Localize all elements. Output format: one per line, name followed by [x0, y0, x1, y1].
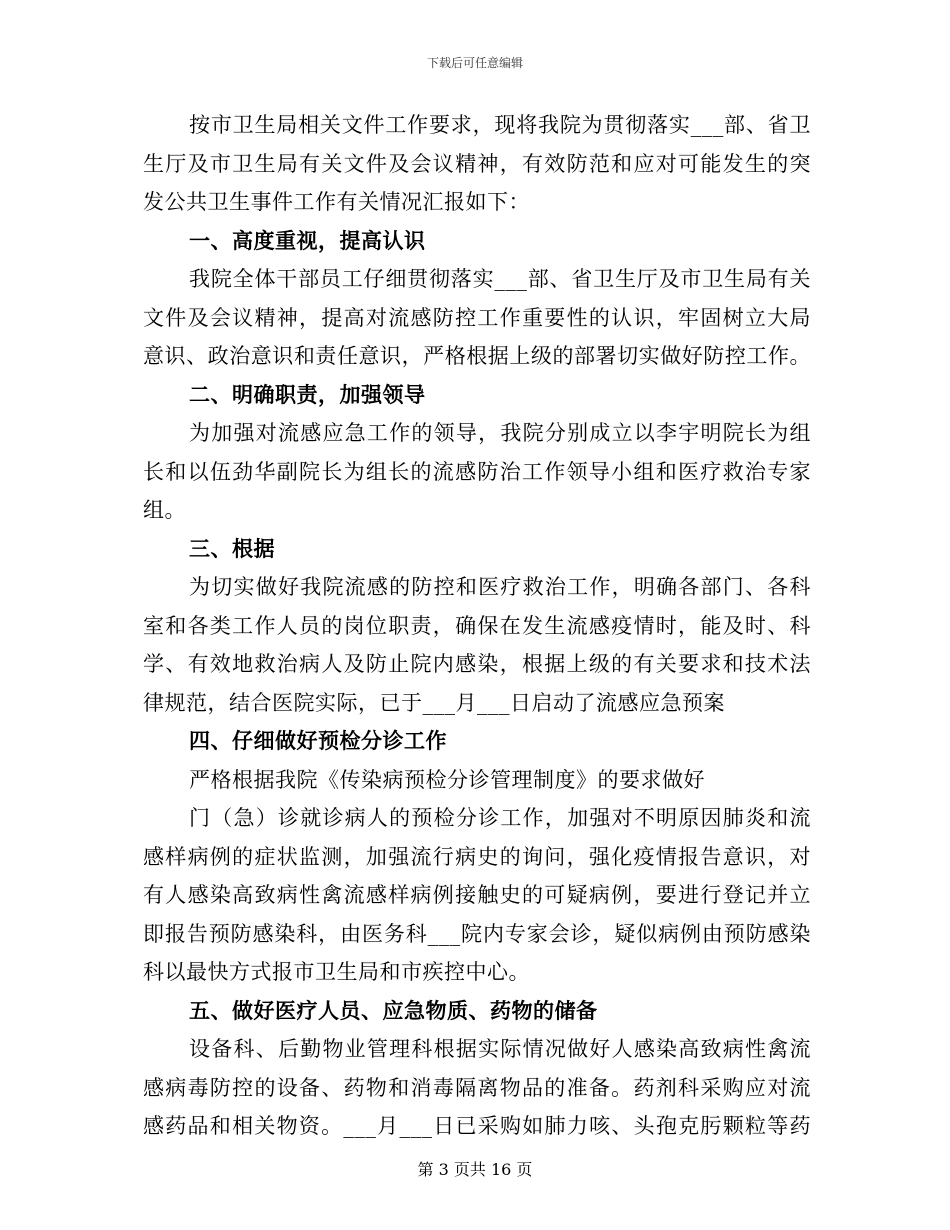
paragraph-line: 感药品和相关物资。___月___日已采购如肺力咳、头孢克肟颗粒等药 — [143, 1114, 811, 1138]
section-heading: 一、高度重视，提高认识 — [189, 227, 426, 253]
section-heading: 五、做好医疗人员、应急物质、药物的储备 — [189, 997, 598, 1023]
section-heading: 二、明确职责，加强领导 — [189, 381, 426, 407]
paragraph-line: 按市卫生局相关文件工作要求，现将我院为贯彻落实___部、省卫 — [189, 113, 811, 137]
paragraph-line: 感病毒防控的设备、药物和消毒隔离物品的准备。药剂科采购应对流 — [143, 1075, 811, 1100]
paragraph-line: 室和各类工作人员的岗位职责，确保在发生流感疫情时，能及时、科 — [143, 613, 811, 638]
paragraph-line: 门（急）诊就诊病人的预检分诊工作，加强对不明原因肺炎和流 — [189, 806, 811, 830]
page-header: 下载后可任意编辑 — [426, 56, 523, 70]
section-heading: 四、仔细做好预检分诊工作 — [189, 728, 447, 753]
paragraph-line: 生厅及市卫生局有关文件及会议精神，有效防范和应对可能发生的突 — [143, 151, 811, 176]
page-number-footer: 第 3 页共 16 页 — [417, 1160, 533, 1179]
paragraph-line: 即报告预防感染科，由医务科___院内专家会诊，疑似病例由预防感染 — [143, 921, 811, 946]
paragraph-line: 有人感染高致病性禽流感样病例接触史的可疑病例，要进行登记并立 — [143, 883, 811, 907]
paragraph-line: 为切实做好我院流感的防控和医疗救治工作，明确各部门、各科 — [189, 575, 811, 599]
paragraph-line: 科以最快方式报市卫生局和市疾控中心。 — [143, 960, 530, 984]
section-heading: 三、根据 — [189, 535, 275, 561]
paragraph-line: 学、有效地救治病人及防止院内感染，根据上级的有关要求和技术法 — [143, 652, 811, 676]
paragraph-line: 组。 — [143, 498, 186, 522]
document-body — [143, 106, 811, 1146]
paragraph-line: 为加强对流感应急工作的领导，我院分别成立以李宇明院长为组 — [189, 421, 811, 445]
paragraph-line: 文件及会议精神，提高对流感防控工作重要性的认识，牢固树立大局 — [143, 305, 811, 330]
paragraph-line: 严格根据我院《传染病预检分诊管理制度》的要求做好 — [189, 767, 705, 792]
paragraph-line: 我院全体干部员工仔细贯彻落实___部、省卫生厅及市卫生局有关 — [189, 267, 811, 291]
paragraph-line: 律规范，结合医院实际，已于___月___日启动了流感应急预案 — [143, 690, 725, 715]
paragraph-line: 意识、政治意识和责任意识，严格根据上级的部署切实做好防控工作。 — [143, 344, 811, 368]
paragraph-line: 长和以伍劲华副院长为组长的流感防治工作领导小组和医疗救治专家 — [143, 459, 811, 484]
paragraph-line: 感样病例的症状监测，加强流行病史的询问，强化疫情报告意识，对 — [143, 844, 811, 869]
paragraph-line: 发公共卫生事件工作有关情况汇报如下： — [143, 190, 530, 214]
paragraph-line: 设备科、后勤物业管理科根据实际情况做好人感染高致病性禽流 — [189, 1037, 811, 1061]
